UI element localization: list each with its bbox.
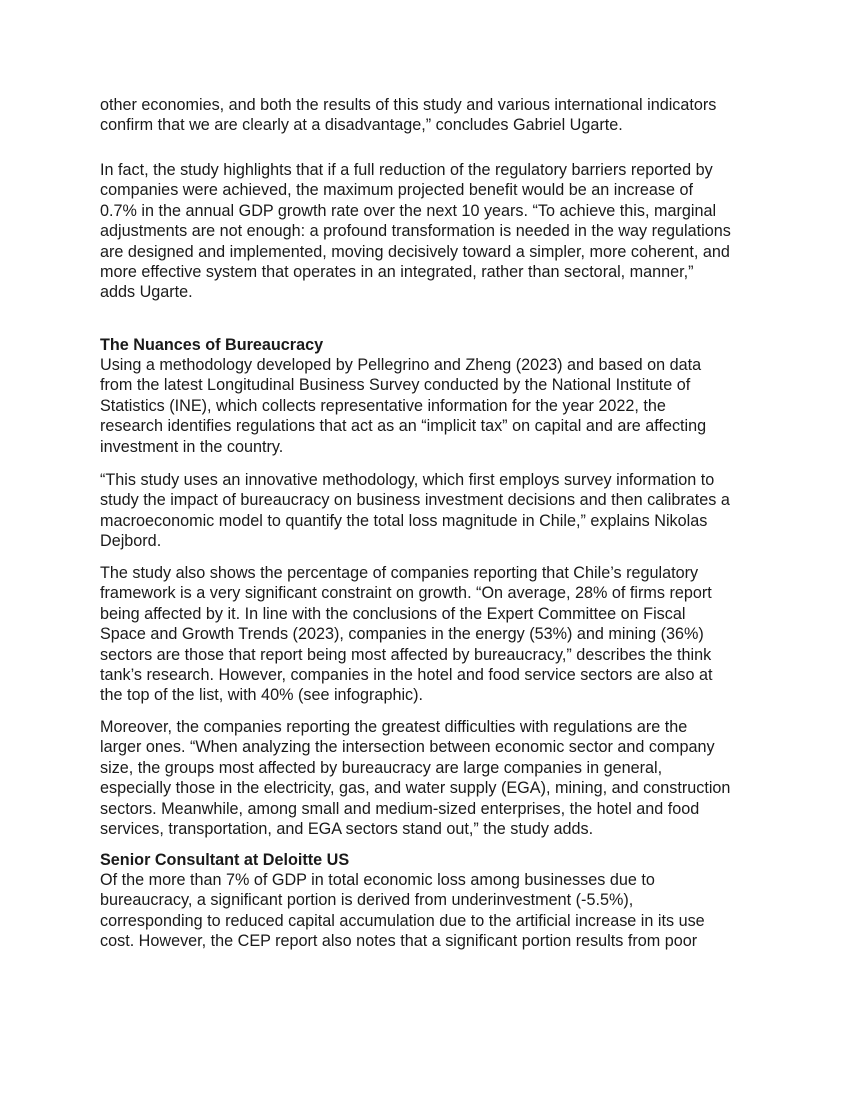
text-line: confirm that we are clearly at a disadvantage,” concludes Gabriel Ugarte. <box>100 116 623 135</box>
paragraph <box>100 470 800 552</box>
text-line: Using a methodology developed by Pellegrino and Zheng (2023) and based on data <box>100 356 702 374</box>
text-line: size, the groups most affected by bureaucracy are large companies in general, <box>100 758 663 777</box>
paragraph <box>100 95 800 136</box>
text-line: adjustments are not enough: a profound transformation is needed in the way regulations <box>100 222 731 241</box>
text-line: companies were achieved, the maximum projected benefit would be an increase of <box>100 181 693 200</box>
paragraph <box>100 717 800 839</box>
paragraph <box>100 563 800 706</box>
text-line: other economies, and both the results of this study and various international indicators <box>100 96 717 114</box>
text-line: “This study uses an innovative methodology, which first employs survey information to <box>100 471 715 489</box>
text-line: being affected by it. In line with the conclusions of the Expert Committee on Fiscal <box>100 604 686 623</box>
text-line: from the latest Longitudinal Business Survey conducted by the National Institute of <box>100 376 691 395</box>
text-line: more effective system that operates in an integrated, rather than sectoral, manner,” <box>100 262 694 281</box>
text-line: Statistics (INE), which collects representative information for the year 2022, the <box>100 396 666 415</box>
paragraph <box>100 355 800 457</box>
text-line: research identifies regulations that act as an “implicit tax” on capital and are affecting <box>100 417 707 436</box>
text-line: macroeconomic model to quantify the total loss magnitude in Chile,” explains Nikolas <box>100 511 708 530</box>
text-line: cost. However, the CEP report also notes that a significant portion results from poor <box>100 932 698 951</box>
paragraph <box>100 160 800 303</box>
text-line: Space and Growth Trends (2023), companies in the energy (53%) and mining (36%) <box>100 625 704 644</box>
text-line: Dejbord. <box>100 532 162 551</box>
paragraph <box>100 870 800 952</box>
text-line: are designed and implemented, moving decisively toward a simpler, more coherent, and <box>100 242 730 261</box>
text-line: sectors are those that report being most affected by bureaucracy,” describes the think <box>100 645 712 664</box>
text-line: Moreover, the companies reporting the greatest difficulties with regulations are the <box>100 718 688 736</box>
text-line: the top of the list, with 40% (see infographic). <box>100 686 424 705</box>
text-line: Of the more than 7% of GDP in total economic loss among businesses due to <box>100 871 655 889</box>
text-line: tank’s research. However, companies in the hotel and food service sectors are also at <box>100 665 713 684</box>
text-line: bureaucracy, a significant portion is derived from underinvestment (-5.5%), <box>100 891 634 910</box>
text-line: investment in the country. <box>100 437 284 456</box>
text-line: framework is a very significant constraint on growth. “On average, 28% of firms report <box>100 584 712 603</box>
text-line: study the impact of bureaucracy on business investment decisions and then calibrates a <box>100 491 730 510</box>
text-line: services, transportation, and EGA sectors stand out,” the study adds. <box>100 819 594 838</box>
section-heading: Senior Consultant at Deloitte US <box>100 851 350 869</box>
text-line: adds Ugarte. <box>100 283 193 302</box>
section-heading: The Nuances of Bureaucracy <box>100 336 324 354</box>
text-line: sectors. Meanwhile, among small and medium-sized enterprises, the hotel and food <box>100 799 700 818</box>
text-line: 0.7% in the annual GDP growth rate over the next 10 years. “To achieve this, marginal <box>100 201 717 220</box>
text-line: In fact, the study highlights that if a full reduction of the regulatory barriers reported by <box>100 161 713 179</box>
text-line: The study also shows the percentage of companies reporting that Chile’s regulatory <box>100 564 699 582</box>
text-line: larger ones. “When analyzing the intersection between economic sector and company <box>100 738 715 757</box>
text-line: corresponding to reduced capital accumulation due to the artificial increase in its use <box>100 911 705 930</box>
text-line: especially those in the electricity, gas, and water supply (EGA), mining, and construction <box>100 779 731 798</box>
